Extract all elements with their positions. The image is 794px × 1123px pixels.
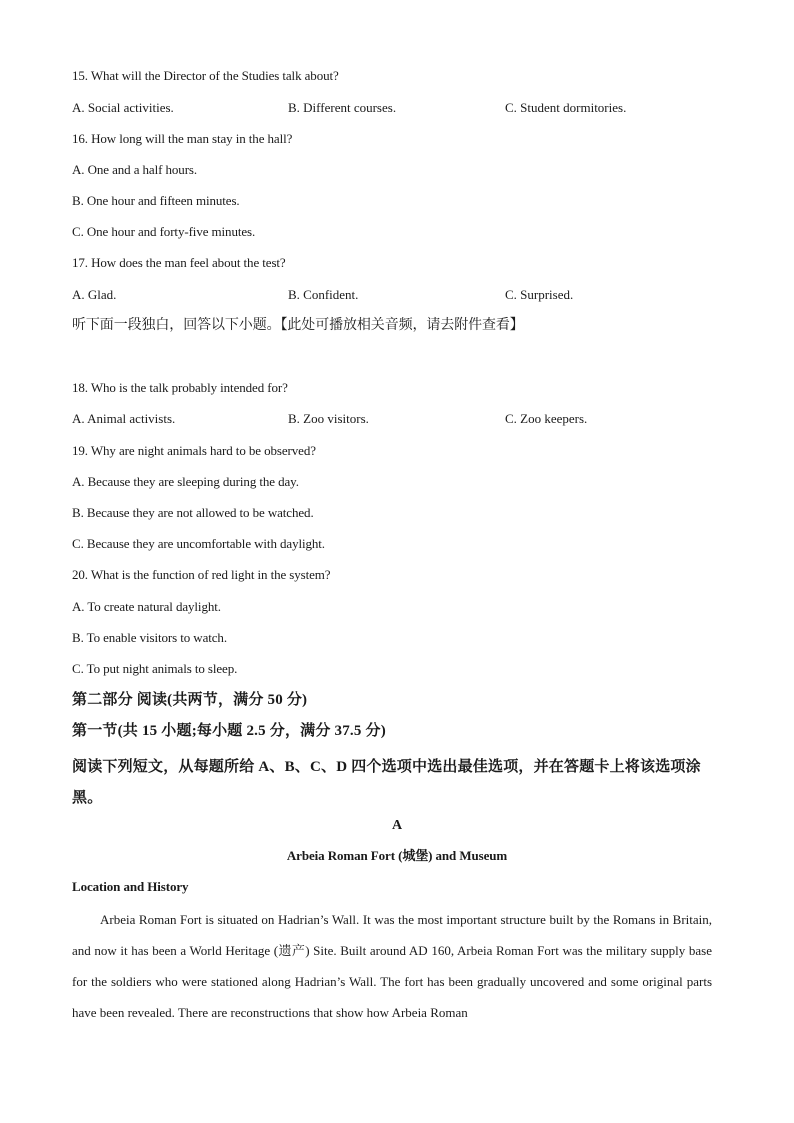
question-15: 15. What will the Director of the Studies talk about? <box>72 68 339 83</box>
q15-option-c: C. Student dormitories. <box>505 100 627 115</box>
question-18: 18. Who is the talk probably intended for? <box>72 380 288 395</box>
q19-option-c: C. Because they are uncomfortable with daylight. <box>72 536 325 551</box>
question-16: 16. How long will the man stay in the hall? <box>72 131 293 146</box>
q20-option-b: B. To enable visitors to watch. <box>72 630 227 645</box>
question-19: 19. Why are night animals hard to be observed? <box>72 443 316 458</box>
section-one-title: 第一节(共 15 小题;每小题 2.5 分，满分 37.5 分) <box>72 723 386 739</box>
q15-option-b: B. Different courses. <box>288 100 397 115</box>
passage-title: Arbeia Roman Fort (城堡) and Museum <box>286 848 508 863</box>
q20-option-c: C. To put night animals to sleep. <box>72 661 238 676</box>
q18-option-a: A. Animal activists. <box>72 411 176 426</box>
reading-instruction: 阅读下列短文，从每题所给 A、B、C、D 四个选项中选出最佳选项，并在答题卡上将该选项涂黑。 <box>72 759 701 806</box>
q16-option-c: C. One hour and forty-five minutes. <box>72 224 256 239</box>
passage-subheading: Location and History <box>72 879 189 894</box>
q20-option-a: A. To create natural daylight. <box>72 599 221 614</box>
q17-option-b: B. Confident. <box>288 287 359 302</box>
passage-letter: A <box>391 818 402 833</box>
q18-option-c: C. Zoo keepers. <box>505 411 588 426</box>
q19-option-a: A. Because they are sleeping during the day. <box>72 474 299 489</box>
q19-option-b: B. Because they are not allowed to be watched. <box>72 505 314 520</box>
q17-option-c: C. Surprised. <box>505 287 574 302</box>
q16-option-b: B. One hour and fifteen minutes. <box>72 193 240 208</box>
q16-option-a: A. One and a half hours. <box>72 162 198 177</box>
q15-option-a: A. Social activities. <box>72 100 174 115</box>
q18-option-b: B. Zoo visitors. <box>288 411 369 426</box>
part-two-title: 第二部分 阅读(共两节，满分 50 分) <box>72 692 308 708</box>
passage-paragraph: Arbeia Roman Fort is situated on Hadrian’s Wall. It was the most important structure built by the Romans in Britain, and now it has been a World Heritage (遗产) Site. Built around AD 160, Arbeia Roman Fort was the military supply base for the soldiers who were stationed along Hadrian’s Wall. The fort has been gradually uncovered and some original parts have been revealed. There are reconstructions that show how Arbeia Roman <box>72 912 712 1020</box>
question-20: 20. What is the function of red light in the system? <box>72 567 331 582</box>
question-17: 17. How does the man feel about the test? <box>72 255 286 270</box>
monologue-instruction: 听下面一段独白，回答以下小题。【此处可播放相关音频，请去附件查看】 <box>72 318 524 333</box>
q17-option-a: A. Glad. <box>72 287 117 302</box>
